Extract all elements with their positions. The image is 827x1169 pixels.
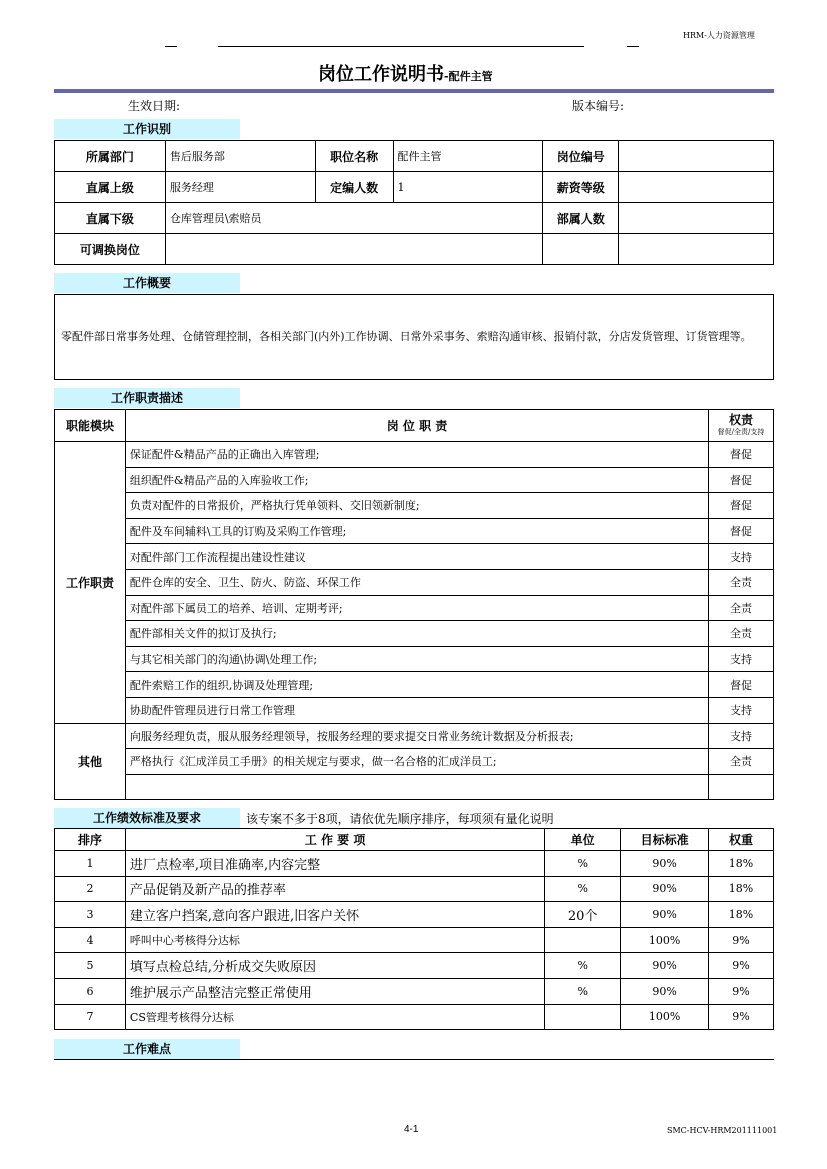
kpi-unit: 20个 — [545, 902, 621, 928]
kpi-row — [55, 876, 774, 902]
kpi-rank: 2 — [55, 876, 126, 902]
duty-row: 与其它相关部门的沟通\协调\处理工作; — [125, 646, 708, 672]
empty-cell — [619, 234, 774, 265]
duty-row: 配件部相关文件的拟订及执行; — [125, 621, 708, 647]
authority-header-label: 权责 — [729, 412, 754, 427]
duty-row: 对配件部下属员工的培养、培训、定期考评; — [125, 595, 708, 621]
col-module-header: 职能模块 — [55, 410, 126, 442]
position-name-label: 职位名称 — [315, 141, 393, 172]
duties-table — [54, 409, 774, 800]
kpi-target: 100% — [621, 1004, 709, 1030]
header-rule-right — [627, 46, 639, 47]
headcount-value: 1 — [393, 172, 543, 203]
kpi-unit — [545, 927, 621, 953]
duty-row: 组织配件&精品产品的入库验收工作; — [125, 467, 708, 493]
group2-label: 其他 — [55, 723, 126, 800]
subordinate-value: 仓库管理员\索赔员 — [165, 203, 542, 234]
duty-row: 配件索赔工作的组织,协调及处理管理; — [125, 672, 708, 698]
duty-row: 配件仓库的安全、卫生、防火、防盗、环保工作 — [125, 569, 708, 595]
subordinate-label: 直属下级 — [55, 203, 166, 234]
kpi-weight: 9% — [709, 978, 774, 1004]
department-value: 售后服务部 — [165, 141, 315, 172]
duty-row: 保证配件&精品产品的正确出入库管理; — [125, 442, 708, 468]
duty-row: 配件及车间辅料\工具的订购及采购工作管理; — [125, 518, 708, 544]
salary-grade-label: 薪资等级 — [543, 172, 619, 203]
authority-cell: 全责 — [709, 621, 774, 647]
kpi-weight: 9% — [709, 953, 774, 979]
authority-cell: 支持 — [709, 723, 774, 749]
salary-grade-value — [619, 172, 774, 203]
authority-cell: 督促 — [709, 442, 774, 468]
kpi-target: 90% — [621, 876, 709, 902]
position-name-value: 配件主管 — [393, 141, 543, 172]
kpi-note: 该专案不多于8项，请依优先顺序排序，每项须有量化说明 — [246, 812, 554, 826]
transferable-value — [165, 234, 542, 265]
difficulty-rule — [54, 1059, 774, 1060]
page-number: 4-1 — [404, 1124, 419, 1135]
kpi-rank: 6 — [55, 978, 126, 1004]
duty-row: 向服务经理负责，服从服务经理领导，按服务经理的要求提交日常业务统计数据及分析报表; — [125, 723, 708, 749]
title-main: 岗位工作说明书 — [318, 64, 444, 85]
authority-cell: 支持 — [709, 544, 774, 570]
page-title — [318, 60, 493, 86]
duty-row: 协助配件管理员进行日常工作管理 — [125, 697, 708, 723]
kpi-item: 进厂点检率,项目准确率,内容完整 — [125, 851, 544, 877]
kpi-table — [54, 828, 774, 1030]
section-difficulty: 工作难点 — [54, 1039, 240, 1059]
authority-cell: 全责 — [709, 595, 774, 621]
empty-cell — [543, 234, 619, 265]
section-duties: 工作职责描述 — [54, 388, 240, 408]
kpi-target-header: 目标标准 — [621, 829, 709, 851]
kpi-item: 维护展示产品整洁完整正常使用 — [125, 978, 544, 1004]
kpi-item: CS管理考核得分达标 — [125, 1004, 544, 1030]
kpi-rank: 5 — [55, 953, 126, 979]
superior-label: 直属上级 — [55, 172, 166, 203]
section-kpi: 工作绩效标准及要求 — [54, 808, 240, 828]
kpi-row — [55, 953, 774, 979]
section-summary: 工作概要 — [54, 273, 240, 293]
kpi-rank: 3 — [55, 902, 126, 928]
kpi-item: 呼叫中心考核得分达标 — [125, 927, 544, 953]
kpi-row — [55, 978, 774, 1004]
authority-cell: 督促 — [709, 518, 774, 544]
version-label: 版本编号: — [572, 99, 625, 113]
transferable-label: 可调换岗位 — [55, 234, 166, 265]
kpi-weight: 18% — [709, 876, 774, 902]
duty-row: 对配件部门工作流程提出建设性建议 — [125, 544, 708, 570]
authority-cell: 督促 — [709, 493, 774, 519]
group1-label: 工作职责 — [55, 442, 126, 724]
subordinate-count-value — [619, 203, 774, 234]
kpi-target: 100% — [621, 927, 709, 953]
authority-cell: 支持 — [709, 646, 774, 672]
kpi-weight: 9% — [709, 927, 774, 953]
kpi-row — [55, 902, 774, 928]
summary-box — [54, 294, 774, 380]
kpi-unit — [545, 1004, 621, 1030]
col-authority-header — [709, 410, 774, 442]
module-label: HRM-人力资源管理 — [683, 31, 755, 40]
kpi-item-header: 工 作 要 项 — [125, 829, 544, 851]
kpi-rank: 7 — [55, 1004, 126, 1030]
authority-cell: 督促 — [709, 672, 774, 698]
kpi-rank-header: 排序 — [55, 829, 126, 851]
kpi-weight: 9% — [709, 1004, 774, 1030]
kpi-unit: % — [545, 876, 621, 902]
kpi-weight: 18% — [709, 902, 774, 928]
kpi-item: 建立客户挡案,意向客户跟进,旧客户关怀 — [125, 902, 544, 928]
kpi-rank: 4 — [55, 927, 126, 953]
position-code-label: 岗位编号 — [543, 141, 619, 172]
superior-value: 服务经理 — [165, 172, 315, 203]
authority-cell: 全责 — [709, 569, 774, 595]
kpi-unit: % — [545, 851, 621, 877]
section-identification: 工作识别 — [54, 119, 240, 139]
kpi-unit-header: 单位 — [545, 829, 621, 851]
title-sub: -配件主管 — [444, 70, 493, 83]
kpi-item: 填写点检总结,分析成交失败原因 — [125, 953, 544, 979]
position-code-value — [619, 141, 774, 172]
kpi-unit: % — [545, 978, 621, 1004]
kpi-target: 90% — [621, 902, 709, 928]
header-rule-left — [165, 46, 177, 47]
summary-text: 零配件部日常事务处理、仓储管理控制，各相关部门(内外)工作协调、日常外采事务、索赔沟通审核、报销付款，分店发货管理、订货管理等。 — [61, 330, 752, 343]
kpi-target: 90% — [621, 851, 709, 877]
kpi-row — [55, 851, 774, 877]
kpi-target: 90% — [621, 978, 709, 1004]
header-rule-center — [218, 46, 584, 47]
duty-row — [125, 774, 708, 800]
kpi-item: 产品促销及新产品的推荐率 — [125, 876, 544, 902]
authority-cell — [709, 774, 774, 800]
authority-cell: 支持 — [709, 697, 774, 723]
col-duty-header: 岗 位 职 责 — [125, 410, 708, 442]
department-label: 所属部门 — [55, 141, 166, 172]
identification-table — [54, 140, 774, 265]
authority-header-sub: 督促/全责/支持 — [717, 427, 765, 436]
kpi-row — [55, 927, 774, 953]
effective-date-label: 生效日期: — [128, 99, 181, 113]
headcount-label: 定编人数 — [315, 172, 393, 203]
doc-code: SMC-HCV-HRM201111001 — [667, 1126, 778, 1135]
kpi-target: 90% — [621, 953, 709, 979]
duty-row: 负责对配件的日常报价，严格执行凭单领料、交旧领新制度; — [125, 493, 708, 519]
kpi-weight-header: 权重 — [709, 829, 774, 851]
duty-row: 严格执行《汇成洋员工手册》的相关规定与要求，做一名合格的汇成洋员工; — [125, 749, 708, 775]
subordinate-count-label: 部属人数 — [543, 203, 619, 234]
authority-cell: 全责 — [709, 749, 774, 775]
authority-cell: 督促 — [709, 467, 774, 493]
kpi-unit: % — [545, 953, 621, 979]
kpi-rank: 1 — [55, 851, 126, 877]
title-divider — [54, 89, 774, 93]
kpi-row — [55, 1004, 774, 1030]
kpi-weight: 18% — [709, 851, 774, 877]
